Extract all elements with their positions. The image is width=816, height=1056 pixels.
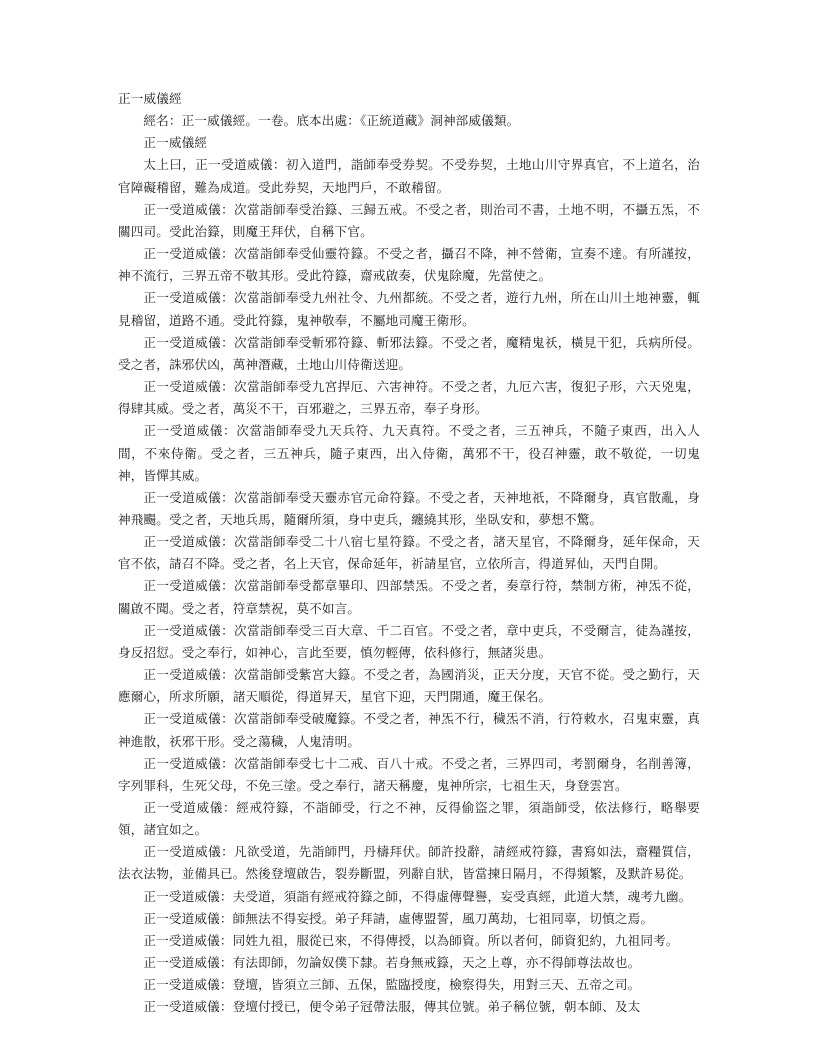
paragraph-tianling: 正一受道威儀：次當詣師奉受天靈赤官元命符籙。不受之者，天神地祇，不降爾身，真官散亂，身神飛颺。受之者，天地兵馬，隨爾所須，身中吏兵，纏繞其形，坐臥安和，夢想不驚。 <box>118 489 700 527</box>
paragraph-duzhang: 正一受道威儀：次當詣師奉受都章畢印、四部禁炁。不受之者，奏章行符，禁制方術，神炁不從，關啟不聞。受之者，符章禁祝，莫不如言。 <box>118 578 700 616</box>
paragraph-shi-wufa: 正一受道威儀：師無法不得妄授。弟子拜請，虛傳盟誓，風刀萬劫，七祖同辜，切慎之焉。 <box>143 910 654 926</box>
paragraph-tongxing-jiuzu: 正一受道威儀：同姓九祖，服從已來，不得傳授，以為師資。所以者何，師資犯約，九祖同考。 <box>143 932 679 948</box>
paragraph-xianling: 正一受道威儀：次當詣師奉受仙靈符籙。不受之者，攝召不降，神不營衛，宣奏不達。有所謹按，神不流行，三界五帝不敬其形。受此符籙，齋戒啟奏，伏鬼除魔，先當使之。 <box>118 246 700 284</box>
paragraph-jiugong: 正一受道威儀：次當詣師奉受九宮捍厄、六害神符。不受之者，九厄六害，復犯子形，六天兇鬼，得肆其威。受之者，萬災不干，百邪避之，三界五帝，奉子身形。 <box>118 379 700 417</box>
paragraph-sanbai-dazhang: 正一受道威儀：次當詣師奉受三百大章、千二百官。不受之者，章中吏兵，不受爾言，徒為謹按，身反招愆。受之奉行，如神心，言此至要，慎勿輕傳，依科修行，無諸災患。 <box>118 622 700 660</box>
scripture-title: 正一威儀經 <box>143 135 208 151</box>
paragraph-zhanxie: 正一受道威儀：次當詣師奉受斬邪符籙、斬邪法籙。不受之者，魔精鬼祅，橫見干犯，兵病所侵。受之者，誅邪伏凶，萬神潛藏，土地山川侍衛送迎。 <box>118 334 700 372</box>
paragraph-dengtan-fushou: 正一受道威儀：登壇付授已，便令弟子冠帶法服，傳其位號。弟子稱位號，朝本師、及太 <box>143 999 641 1015</box>
paragraph-jingjie-fulu: 正一受道威儀：經戒符籙，不詣師受，行之不神，反得偷盜之罪，須詣師受，依法修行，略舉要領，諸宜如之。 <box>118 800 700 838</box>
document-body <box>118 88 700 1019</box>
paragraph-quanqi: 太上曰，正一受道威儀：初入道門，詣師奉受券契。不受券契，土地山川守界真官，不上道名，治官障礙稽留，難為成道。受此券契，天地門戶，不敢稽留。 <box>118 157 700 195</box>
paragraph-dengtan: 正一受道威儀：登壇，皆須立三師、五保，監臨授度，檢察得失，用對三天、五帝之司。 <box>143 977 641 993</box>
paragraph-jiuzhou: 正一受道威儀：次當詣師奉受九州社令、九州都統。不受之者，遊行九州，所在山川土地神靈，輒見稽留，道路不通。受此符籙，鬼神敬奉，不屬地司魔王衛形。 <box>118 290 700 328</box>
paragraph-pomo-lu: 正一受道威儀：次當詣師奉受破魔籙。不受之者，神炁不行，穢炁不消，行符敕水，召鬼束靈，真神進散，祅邪干形。受之蕩穢，人鬼清明。 <box>118 711 700 749</box>
colophon-line: 經名：正一威儀經。一卷。底本出處：《正統道藏》洞神部威儀類。 <box>143 113 520 129</box>
paragraph-zhilu: 正一受道威儀：次當詣師奉受治籙、三歸五戒。不受之者，則治司不書，土地不明，不攝五炁，不關四司。受此治籙，則魔王拜伏，自稱下官。 <box>118 201 700 239</box>
paragraph-qishier-jie: 正一受道威儀：次當詣師奉受七十二戒、百八十戒。不受之者，三界四司，考罰爾身，名削善簿，字列罪科，生死父母，不免三塗。受之奉行，諸天稱慶，鬼神所宗，七祖生天，身登雲宮。 <box>118 755 700 793</box>
paragraph-ershiba-xiu: 正一受道威儀：次當詣師奉受二十八宿七星符籙。不受之者，諸天星官，不降爾身，延年保命，天官不依，請召不降。受之者，名上天官，保命延年，祈請星官，立依所言，得道昇仙，天門自開。 <box>118 534 700 572</box>
paragraph-fanyu-shoudao: 正一受道威儀：凡欲受道，先詣師門，丹檮拜伏。師許投辭，請經戒符籙，書寫如法，齋糧質信，法衣法物，並備具已。然後登壇啟告，裂券斷盟，列辭自狀，皆當揀日隔月，不得頻繁，及默許易從。 <box>118 844 700 882</box>
paragraph-zigong-dalu: 正一受道威儀：次當詣師受紫宮大籙。不受之者，為國消災，正天分度，天官不從。受之勤行，天應爾心，所求所願，諸天順從，得道昇天，星官下迎，天門開通，魔王保名。 <box>118 667 700 705</box>
page-title: 正一威儀經 <box>118 91 182 106</box>
paragraph-jiutian: 正一受道威儀：次當詣師奉受九天兵符、九天真符。不受之者，三五神兵，不隨子東西，出入人間，不來侍衛。受之者，三五神兵，隨子東西，出入侍衛，萬邪不干，役召神靈，敢不敬從，一切鬼神，皆憚其威。 <box>118 423 700 483</box>
paragraph-youfa-jishi: 正一受道威儀：有法即師，勿論奴僕下隸。若身無戒籙，天之上尊，亦不得師尊法故也。 <box>143 955 641 971</box>
paragraph-fu-shoudao: 正一受道威儀：夫受道，須詣有經戒符籙之師，不得虛傳聲譽，妄受真經，此道大禁，魂考九幽。 <box>143 888 692 904</box>
